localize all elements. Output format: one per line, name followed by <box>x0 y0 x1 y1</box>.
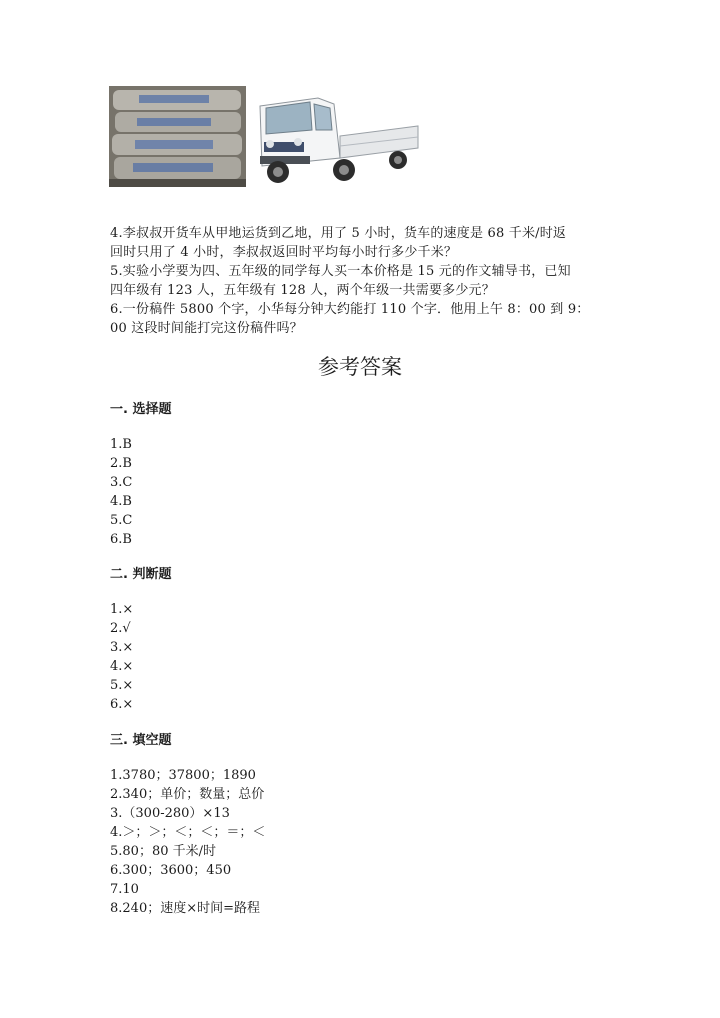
problem-5-line-2: 四年级有 123 人，五年级有 128 人，两个年级一共需要多少元？ <box>110 283 495 298</box>
fill-blank-answer: 4.＞；＞；＜；＜；＝；＜ <box>110 825 266 840</box>
fill-blank-answer: 6.300；3600；450 <box>110 863 232 878</box>
fill-blank-answer: 1.3780；37800；1890 <box>110 768 256 783</box>
choice-answer: 5.C <box>110 513 133 528</box>
section-heading-choice: 一. 选择题 <box>110 402 172 417</box>
judgement-answer: 6.× <box>110 697 134 712</box>
choice-answer: 6.B <box>110 532 132 547</box>
cement-sacks-image <box>109 86 246 187</box>
truck-image <box>248 86 422 187</box>
choice-answer: 4.B <box>110 494 132 509</box>
judgement-answer: 5.× <box>110 678 134 693</box>
judgement-answer: 3.× <box>110 640 134 655</box>
problem-6-line-1: 6.一份稿件 5800 个字，小华每分钟大约能打 110 个字．他用上午 8：00 到 9： <box>110 302 590 317</box>
problem-4-line-2: 回时只用了 4 小时，李叔叔返回时平均每小时行多少千米？ <box>110 245 458 260</box>
choice-answer: 3.C <box>110 475 133 490</box>
judgement-answer: 4.× <box>110 659 134 674</box>
judgement-answer: 2.√ <box>110 621 131 636</box>
judgement-answer: 1.× <box>110 602 134 617</box>
choice-answer: 2.B <box>110 456 132 471</box>
fill-blank-answer: 5.80；80 千米/时 <box>110 844 216 859</box>
fill-blank-answer: 3.（300-280）×13 <box>110 806 230 821</box>
answers-title: 参考答案 <box>318 355 402 379</box>
fill-blank-answer: 7.10 <box>110 882 139 897</box>
problem-4-line-1: 4.李叔叔开货车从甲地运货到乙地，用了 5 小时，货车的速度是 68 千米/时返 <box>110 226 567 241</box>
section-heading-fill-blank: 三. 填空题 <box>110 733 172 748</box>
choice-answer: 1.B <box>110 437 132 452</box>
section-heading-judgement: 二. 判断题 <box>110 567 172 582</box>
problem-6-line-2: 00 这段时间能打完这份稿件吗？ <box>110 321 303 336</box>
problem-5-line-1: 5.实验小学要为四、五年级的同学每人买一本价格是 15 元的作文辅导书，已知 <box>110 264 571 279</box>
fill-blank-answer: 2.340；单价；数量；总价 <box>110 787 265 802</box>
fill-blank-answer: 8.240；速度×时间=路程 <box>110 901 261 916</box>
